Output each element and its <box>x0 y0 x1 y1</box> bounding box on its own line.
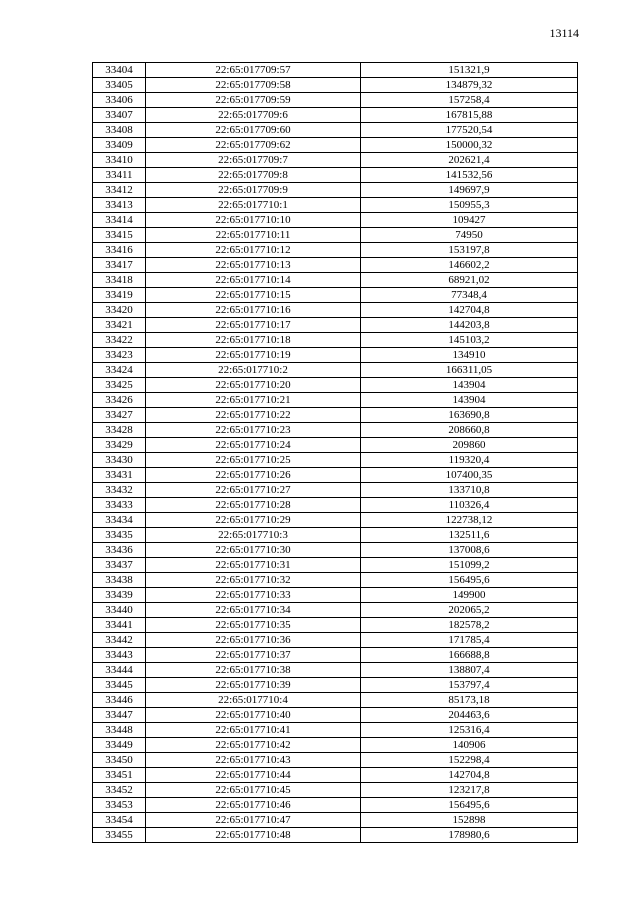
value-cell: 142704,8 <box>361 768 578 783</box>
table-row <box>93 738 578 753</box>
cadastral-number-cell: 22:65:017710:22 <box>146 408 361 423</box>
table-row <box>93 678 578 693</box>
value-cell: 143904 <box>361 378 578 393</box>
table-row <box>93 318 578 333</box>
table-row <box>93 243 578 258</box>
row-number-cell: 33444 <box>93 663 146 678</box>
row-number-cell: 33435 <box>93 528 146 543</box>
value-cell: 152898 <box>361 813 578 828</box>
row-number-cell: 33406 <box>93 93 146 108</box>
table-row <box>93 483 578 498</box>
cadastral-number-cell: 22:65:017710:2 <box>146 363 361 378</box>
value-cell: 178980,6 <box>361 828 578 843</box>
table-row <box>93 813 578 828</box>
value-cell: 149697,9 <box>361 183 578 198</box>
cadastral-number-cell: 22:65:017710:42 <box>146 738 361 753</box>
table-row <box>93 693 578 708</box>
row-number-cell: 33410 <box>93 153 146 168</box>
cadastral-number-cell: 22:65:017709:62 <box>146 138 361 153</box>
table-row <box>93 78 578 93</box>
table-row <box>93 573 578 588</box>
value-cell: 152298,4 <box>361 753 578 768</box>
row-number-cell: 33433 <box>93 498 146 513</box>
cadastral-number-cell: 22:65:017710:18 <box>146 333 361 348</box>
cadastral-number-cell: 22:65:017710:46 <box>146 798 361 813</box>
cadastral-number-cell: 22:65:017709:7 <box>146 153 361 168</box>
value-cell: 110326,4 <box>361 498 578 513</box>
value-cell: 156495,6 <box>361 798 578 813</box>
cadastral-number-cell: 22:65:017710:24 <box>146 438 361 453</box>
row-number-cell: 33414 <box>93 213 146 228</box>
value-cell: 123217,8 <box>361 783 578 798</box>
row-number-cell: 33442 <box>93 633 146 648</box>
row-number-cell: 33440 <box>93 603 146 618</box>
cadastral-number-cell: 22:65:017710:31 <box>146 558 361 573</box>
row-number-cell: 33453 <box>93 798 146 813</box>
cadastral-number-cell: 22:65:017710:35 <box>146 618 361 633</box>
table-row <box>93 828 578 843</box>
row-number-cell: 33448 <box>93 723 146 738</box>
value-cell: 74950 <box>361 228 578 243</box>
row-number-cell: 33455 <box>93 828 146 843</box>
row-number-cell: 33411 <box>93 168 146 183</box>
value-cell: 132511,6 <box>361 528 578 543</box>
table-row <box>93 123 578 138</box>
value-cell: 157258,4 <box>361 93 578 108</box>
table-row <box>93 423 578 438</box>
row-number-cell: 33412 <box>93 183 146 198</box>
row-number-cell: 33421 <box>93 318 146 333</box>
row-number-cell: 33419 <box>93 288 146 303</box>
value-cell: 166688,8 <box>361 648 578 663</box>
cadastral-number-cell: 22:65:017710:11 <box>146 228 361 243</box>
row-number-cell: 33443 <box>93 648 146 663</box>
value-cell: 202621,4 <box>361 153 578 168</box>
row-number-cell: 33424 <box>93 363 146 378</box>
value-cell: 141532,56 <box>361 168 578 183</box>
row-number-cell: 33436 <box>93 543 146 558</box>
row-number-cell: 33420 <box>93 303 146 318</box>
cadastral-number-cell: 22:65:017710:32 <box>146 573 361 588</box>
cadastral-number-cell: 22:65:017709:57 <box>146 63 361 78</box>
table-row <box>93 663 578 678</box>
row-number-cell: 33404 <box>93 63 146 78</box>
value-cell: 85173,18 <box>361 693 578 708</box>
page-number: 13114 <box>549 26 579 40</box>
cadastral-number-cell: 22:65:017710:45 <box>146 783 361 798</box>
cadastral-number-cell: 22:65:017710:23 <box>146 423 361 438</box>
table-row <box>93 348 578 363</box>
cadastral-number-cell: 22:65:017710:16 <box>146 303 361 318</box>
value-cell: 150000,32 <box>361 138 578 153</box>
cadastral-number-cell: 22:65:017710:13 <box>146 258 361 273</box>
table-row <box>93 183 578 198</box>
value-cell: 133710,8 <box>361 483 578 498</box>
cadastral-number-cell: 22:65:017710:39 <box>146 678 361 693</box>
value-cell: 134879,32 <box>361 78 578 93</box>
value-cell: 182578,2 <box>361 618 578 633</box>
row-number-cell: 33429 <box>93 438 146 453</box>
cadastral-number-cell: 22:65:017709:9 <box>146 183 361 198</box>
table-row <box>93 63 578 78</box>
cadastral-number-cell: 22:65:017710:26 <box>146 468 361 483</box>
value-cell: 145103,2 <box>361 333 578 348</box>
row-number-cell: 33445 <box>93 678 146 693</box>
row-number-cell: 33425 <box>93 378 146 393</box>
cadastral-number-cell: 22:65:017710:15 <box>146 288 361 303</box>
table-row <box>93 453 578 468</box>
value-cell: 107400,35 <box>361 468 578 483</box>
row-number-cell: 33418 <box>93 273 146 288</box>
value-cell: 151099,2 <box>361 558 578 573</box>
cadastral-number-cell: 22:65:017710:47 <box>146 813 361 828</box>
value-cell: 208660,8 <box>361 423 578 438</box>
value-cell: 134910 <box>361 348 578 363</box>
value-cell: 68921,02 <box>361 273 578 288</box>
table-row <box>93 393 578 408</box>
table-row <box>93 408 578 423</box>
row-number-cell: 33415 <box>93 228 146 243</box>
table-body <box>93 63 578 843</box>
table-row <box>93 603 578 618</box>
table-row <box>93 228 578 243</box>
cadastral-number-cell: 22:65:017710:1 <box>146 198 361 213</box>
cadastral-number-cell: 22:65:017709:59 <box>146 93 361 108</box>
row-number-cell: 33427 <box>93 408 146 423</box>
cadastral-number-cell: 22:65:017710:30 <box>146 543 361 558</box>
value-cell: 125316,4 <box>361 723 578 738</box>
table-row <box>93 213 578 228</box>
table-row <box>93 753 578 768</box>
table-row <box>93 633 578 648</box>
value-cell: 143904 <box>361 393 578 408</box>
row-number-cell: 33405 <box>93 78 146 93</box>
cadastral-number-cell: 22:65:017710:21 <box>146 393 361 408</box>
value-cell: 109427 <box>361 213 578 228</box>
value-cell: 177520,54 <box>361 123 578 138</box>
row-number-cell: 33441 <box>93 618 146 633</box>
cadastral-number-cell: 22:65:017710:33 <box>146 588 361 603</box>
cadastral-number-cell: 22:65:017709:60 <box>146 123 361 138</box>
cadastral-number-cell: 22:65:017710:4 <box>146 693 361 708</box>
cadastral-number-cell: 22:65:017710:12 <box>146 243 361 258</box>
value-cell: 163690,8 <box>361 408 578 423</box>
value-cell: 122738,12 <box>361 513 578 528</box>
row-number-cell: 33438 <box>93 573 146 588</box>
row-number-cell: 33413 <box>93 198 146 213</box>
table-row <box>93 333 578 348</box>
cadastral-number-cell: 22:65:017710:10 <box>146 213 361 228</box>
cadastral-number-cell: 22:65:017710:17 <box>146 318 361 333</box>
row-number-cell: 33437 <box>93 558 146 573</box>
table-row <box>93 363 578 378</box>
row-number-cell: 33452 <box>93 783 146 798</box>
table-row <box>93 273 578 288</box>
cadastral-number-cell: 22:65:017709:58 <box>146 78 361 93</box>
table-row <box>93 498 578 513</box>
cadastral-number-cell: 22:65:017710:43 <box>146 753 361 768</box>
row-number-cell: 33407 <box>93 108 146 123</box>
table-row <box>93 288 578 303</box>
cadastral-number-cell: 22:65:017710:40 <box>146 708 361 723</box>
cadastral-number-cell: 22:65:017709:8 <box>146 168 361 183</box>
cadastral-number-cell: 22:65:017710:36 <box>146 633 361 648</box>
cadastral-number-cell: 22:65:017710:3 <box>146 528 361 543</box>
cadastral-number-cell: 22:65:017710:25 <box>146 453 361 468</box>
value-cell: 119320,4 <box>361 453 578 468</box>
table-row <box>93 768 578 783</box>
value-cell: 166311,05 <box>361 363 578 378</box>
row-number-cell: 33422 <box>93 333 146 348</box>
table-row <box>93 138 578 153</box>
table-row <box>93 798 578 813</box>
cadastral-number-cell: 22:65:017710:27 <box>146 483 361 498</box>
row-number-cell: 33434 <box>93 513 146 528</box>
row-number-cell: 33450 <box>93 753 146 768</box>
table-row <box>93 438 578 453</box>
table-row <box>93 513 578 528</box>
value-cell: 204463,6 <box>361 708 578 723</box>
value-cell: 153797,4 <box>361 678 578 693</box>
table-row <box>93 783 578 798</box>
registry-table <box>92 62 578 843</box>
row-number-cell: 33416 <box>93 243 146 258</box>
table-row <box>93 618 578 633</box>
row-number-cell: 33431 <box>93 468 146 483</box>
table-row <box>93 168 578 183</box>
value-cell: 140906 <box>361 738 578 753</box>
table-row <box>93 153 578 168</box>
cadastral-number-cell: 22:65:017709:6 <box>146 108 361 123</box>
cadastral-number-cell: 22:65:017710:48 <box>146 828 361 843</box>
cadastral-number-cell: 22:65:017710:29 <box>146 513 361 528</box>
row-number-cell: 33432 <box>93 483 146 498</box>
row-number-cell: 33430 <box>93 453 146 468</box>
cadastral-number-cell: 22:65:017710:38 <box>146 663 361 678</box>
value-cell: 171785,4 <box>361 633 578 648</box>
row-number-cell: 33449 <box>93 738 146 753</box>
table-row <box>93 723 578 738</box>
table-row <box>93 528 578 543</box>
cadastral-number-cell: 22:65:017710:20 <box>146 378 361 393</box>
table-row <box>93 198 578 213</box>
table-row <box>93 93 578 108</box>
cadastral-number-cell: 22:65:017710:34 <box>146 603 361 618</box>
table-row <box>93 108 578 123</box>
value-cell: 146602,2 <box>361 258 578 273</box>
row-number-cell: 33454 <box>93 813 146 828</box>
value-cell: 144203,8 <box>361 318 578 333</box>
cadastral-number-cell: 22:65:017710:44 <box>146 768 361 783</box>
value-cell: 77348,4 <box>361 288 578 303</box>
table-row <box>93 468 578 483</box>
cadastral-number-cell: 22:65:017710:14 <box>146 273 361 288</box>
value-cell: 149900 <box>361 588 578 603</box>
value-cell: 202065,2 <box>361 603 578 618</box>
row-number-cell: 33426 <box>93 393 146 408</box>
row-number-cell: 33446 <box>93 693 146 708</box>
table-row <box>93 708 578 723</box>
value-cell: 167815,88 <box>361 108 578 123</box>
table-row <box>93 588 578 603</box>
table-row <box>93 378 578 393</box>
row-number-cell: 33423 <box>93 348 146 363</box>
row-number-cell: 33408 <box>93 123 146 138</box>
value-cell: 142704,8 <box>361 303 578 318</box>
row-number-cell: 33447 <box>93 708 146 723</box>
cadastral-number-cell: 22:65:017710:19 <box>146 348 361 363</box>
table-row <box>93 543 578 558</box>
table-row <box>93 648 578 663</box>
row-number-cell: 33428 <box>93 423 146 438</box>
value-cell: 138807,4 <box>361 663 578 678</box>
cadastral-number-cell: 22:65:017710:41 <box>146 723 361 738</box>
row-number-cell: 33451 <box>93 768 146 783</box>
value-cell: 209860 <box>361 438 578 453</box>
row-number-cell: 33439 <box>93 588 146 603</box>
table-row <box>93 258 578 273</box>
table-row <box>93 303 578 318</box>
value-cell: 156495,6 <box>361 573 578 588</box>
value-cell: 153197,8 <box>361 243 578 258</box>
cadastral-number-cell: 22:65:017710:28 <box>146 498 361 513</box>
table-row <box>93 558 578 573</box>
cadastral-number-cell: 22:65:017710:37 <box>146 648 361 663</box>
row-number-cell: 33409 <box>93 138 146 153</box>
value-cell: 150955,3 <box>361 198 578 213</box>
row-number-cell: 33417 <box>93 258 146 273</box>
value-cell: 137008,6 <box>361 543 578 558</box>
value-cell: 151321,9 <box>361 63 578 78</box>
